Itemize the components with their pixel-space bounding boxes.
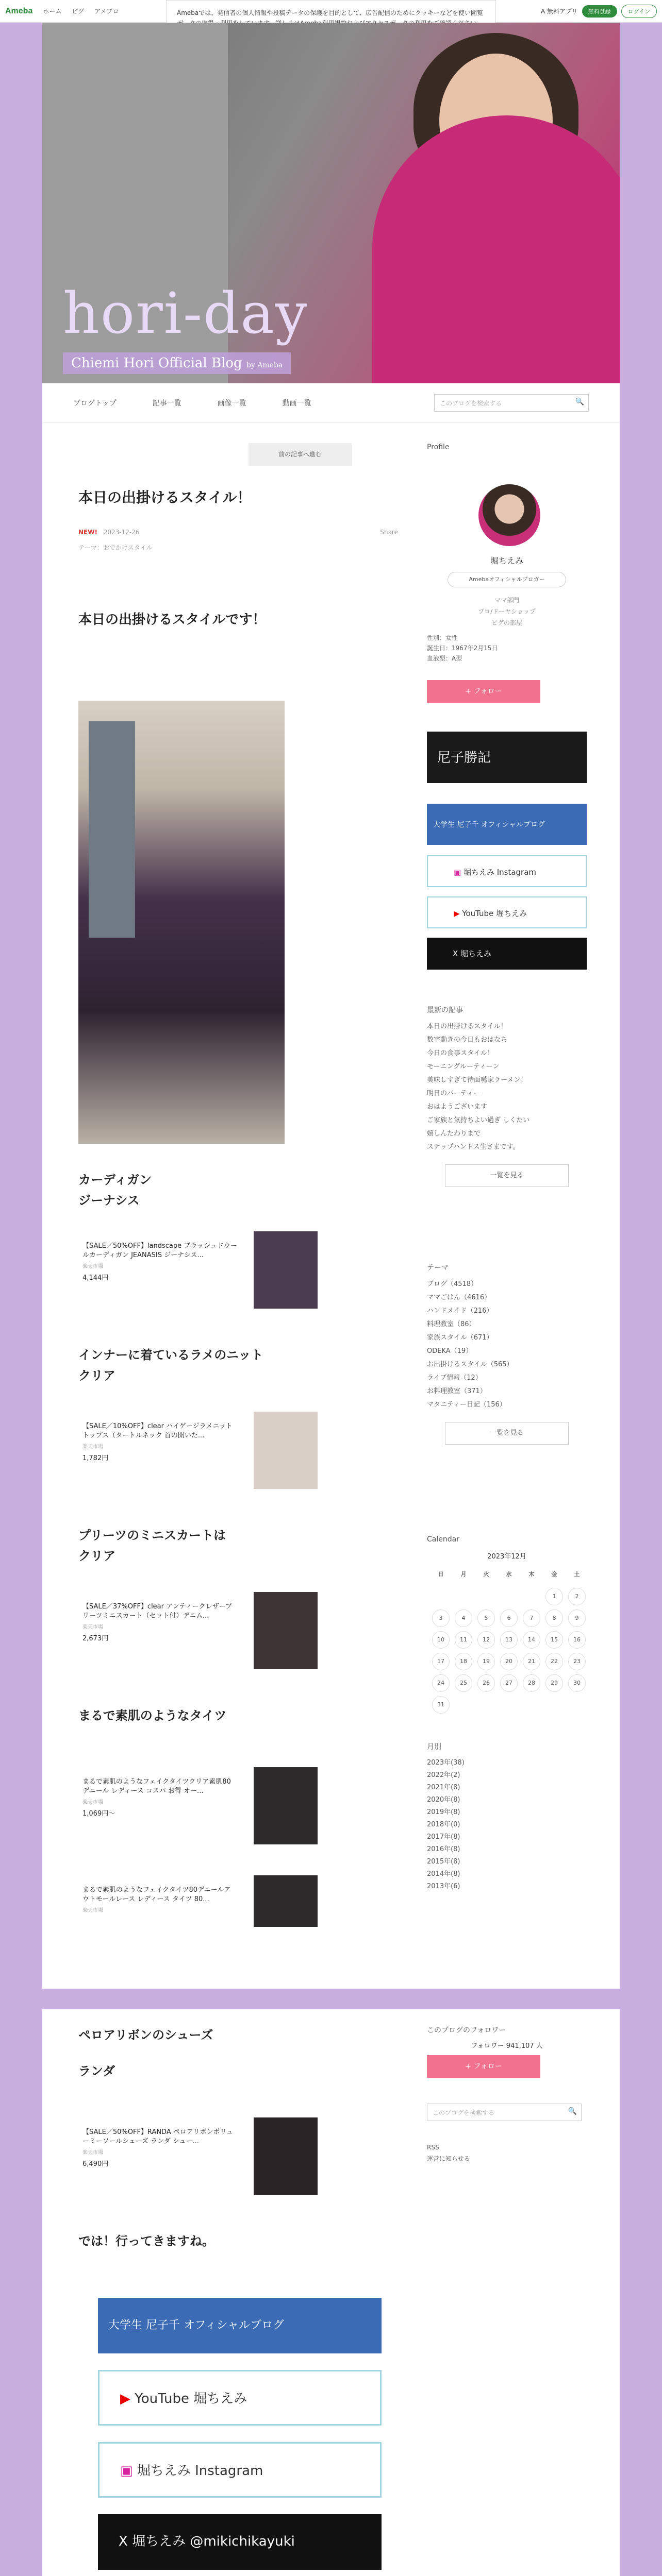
- calendar-weekday: 土: [574, 1571, 580, 1578]
- month-item[interactable]: 2018年(0): [427, 1821, 460, 1828]
- calendar-day: [432, 1588, 450, 1605]
- theme-more-button[interactable]: 一覧を見る: [445, 1422, 569, 1445]
- product-shop: 楽天市場: [82, 1800, 103, 1805]
- product-price: 6,490円: [82, 2160, 109, 2168]
- youtube-icon: ▶: [454, 909, 462, 918]
- main-content-continued: [42, 2009, 620, 2576]
- post-theme[interactable]: テーマ：おでかけスタイル: [78, 544, 153, 551]
- calendar-day[interactable]: 24: [432, 1674, 450, 1692]
- calendar-weekday: 月: [460, 1571, 467, 1578]
- side-banner-x[interactable]: X 堀ちえみ: [427, 938, 587, 970]
- calendar-day[interactable]: 25: [455, 1674, 472, 1692]
- calendar-day[interactable]: 9: [568, 1609, 586, 1627]
- product-shop: 楽天市場: [82, 1444, 103, 1450]
- sidebar: [427, 443, 587, 1890]
- calendar-day[interactable]: 27: [500, 1674, 518, 1692]
- theme-item[interactable]: お料理教室（371）: [427, 1387, 487, 1395]
- cookie-notice-text: Amebaでは、発信者の個人情報や投稿データの保護を目的として、広告配信のためにクッキーなどを使い閲覧: [177, 9, 484, 16]
- sidebar-follow-button[interactable]: + フォロー: [427, 2055, 540, 2078]
- recent-item[interactable]: 美味しすぎて待面嚥家ラーメン！: [427, 1076, 527, 1084]
- calendar-day: [500, 1588, 518, 1605]
- calendar-day[interactable]: 13: [500, 1631, 518, 1649]
- blog-search-input[interactable]: [434, 394, 589, 412]
- calendar-day[interactable]: 29: [545, 1674, 563, 1692]
- calendar-day[interactable]: 4: [455, 1609, 472, 1627]
- section-heading-skirt: プリーツのミニスカートは クリア: [78, 1528, 226, 1563]
- calendar-day[interactable]: 16: [568, 1631, 586, 1649]
- theme-item[interactable]: 家族スタイル（671）: [427, 1334, 493, 1342]
- theme-title: テーマ: [427, 1264, 449, 1272]
- sidebar-search-input[interactable]: [427, 2104, 582, 2121]
- recent-item[interactable]: 本日の出掛けるスタイル！: [427, 1023, 507, 1030]
- month-item[interactable]: 2017年(8): [427, 1833, 460, 1841]
- youtube-icon: ▶: [120, 2391, 135, 2406]
- product-shop: 楽天市場: [82, 2150, 103, 2156]
- product-name: 【SALE／37%OFF】clear アンティークレザープリーツミニスカート（セット付）デニム...: [82, 1603, 232, 1620]
- month-item[interactable]: 2019年(8): [427, 1808, 460, 1816]
- product-card-cardigan[interactable]: [78, 1231, 321, 1309]
- profile-room[interactable]: ピグの部屋: [491, 619, 522, 626]
- calendar-grid: [432, 1566, 589, 1714]
- profile-label: Profile: [427, 443, 450, 451]
- recent-item[interactable]: おはようございます: [427, 1103, 488, 1111]
- post-title[interactable]: 本日の出掛けるスタイル！: [78, 489, 252, 506]
- search-icon[interactable]: 🔍: [575, 397, 584, 406]
- prev-post-button[interactable]: 前の記事へ進む: [249, 443, 352, 466]
- calendar-day[interactable]: 26: [477, 1674, 495, 1692]
- new-tag: NEW!: [78, 529, 97, 536]
- sidebar-bottom: [427, 2025, 587, 2164]
- profile-gender: 性別：女性: [427, 634, 458, 641]
- month-item[interactable]: 2021年(8): [427, 1784, 460, 1791]
- avatar[interactable]: [478, 484, 540, 546]
- product-card-tights-lace[interactable]: [78, 1875, 321, 1953]
- calendar-day[interactable]: 15: [545, 1631, 563, 1649]
- calendar-day[interactable]: 19: [477, 1653, 495, 1670]
- product-price: 2,673円: [82, 1635, 109, 1642]
- product-name: 【SALE／50%OFF】RANDA ペロアリボンポリューミーソールシューズ ランダ シュー...: [82, 2128, 233, 2145]
- nav-home[interactable]: ホーム: [43, 8, 62, 15]
- product-name: まるで素肌のようなフェイクタイツクリア素肌80デニール レディース コスパ お得 オー...: [82, 1778, 231, 1795]
- calendar-day[interactable]: 2: [568, 1588, 586, 1605]
- blog-powered: by Ameba: [246, 361, 283, 369]
- calendar-day: [477, 1588, 495, 1605]
- calendar-day: [545, 1696, 563, 1714]
- section-heading-tights: まるで素肌のようなタイツ: [78, 1708, 227, 1723]
- calendar-day[interactable]: 11: [455, 1631, 472, 1649]
- calendar-day[interactable]: 5: [477, 1609, 495, 1627]
- product-image[interactable]: [254, 1875, 318, 1927]
- top-nav: [43, 7, 127, 15]
- profile-blood: 血液型：A型: [427, 655, 462, 662]
- blog-title: hori-day: [63, 280, 309, 346]
- calendar-day: [455, 1588, 472, 1605]
- theme-item[interactable]: お出掛けるスタイル（565）: [427, 1361, 514, 1368]
- calendar-day[interactable]: 6: [500, 1609, 518, 1627]
- recent-item[interactable]: 明日のパーティー: [427, 1090, 480, 1097]
- calendar-month: 2023年12月: [487, 1553, 526, 1561]
- blog-subtitle: [63, 352, 291, 374]
- blog-search-placeholder: このブログを検索する: [440, 399, 502, 407]
- nav-image-list[interactable]: 画像一覧: [217, 399, 246, 408]
- calendar-day[interactable]: 30: [568, 1674, 586, 1692]
- month-item[interactable]: 2022年(2): [427, 1771, 460, 1779]
- youtube-banner-label: YouTube 堀ちえみ: [135, 2391, 247, 2406]
- profile-category[interactable]: ママ部門: [494, 597, 519, 604]
- theme-item[interactable]: ハンドメイド（216）: [427, 1307, 493, 1315]
- month-item[interactable]: 2020年(8): [427, 1796, 460, 1804]
- calendar-title: Calendar: [427, 1535, 459, 1544]
- product-card-shoes[interactable]: [78, 2117, 321, 2195]
- recent-more-button[interactable]: 一覧を見る: [445, 1164, 569, 1187]
- nav-ameblo[interactable]: アメブロ: [94, 8, 119, 15]
- profile-name[interactable]: 堀ちえみ: [490, 556, 523, 566]
- shoes-brand: ランダ: [78, 2064, 115, 2078]
- instagram-banner-label: 堀ちえみ Instagram: [137, 2463, 263, 2479]
- banner-blog[interactable]: 大学生 尼子千 オフィシャルブログ: [98, 2298, 382, 2353]
- recent-item[interactable]: ご家族と気持ちよい過ぎ しくたい: [427, 1116, 530, 1124]
- product-price: 4,144円: [82, 1274, 109, 1282]
- calendar-day[interactable]: 1: [545, 1588, 563, 1605]
- post-date: 2023-12-26: [103, 529, 140, 536]
- calendar-day: [568, 1696, 586, 1714]
- nav-pigg[interactable]: ピグ: [72, 8, 85, 15]
- recent-item[interactable]: モーニングルーティーン: [427, 1063, 500, 1071]
- product-shop: 楽天市場: [82, 1624, 103, 1630]
- calendar-day: [477, 1696, 495, 1714]
- product-card-tights[interactable]: [78, 1767, 321, 1844]
- instagram-icon: ▣: [120, 2463, 137, 2479]
- profile-shop[interactable]: プロ/ドーヤショップ: [478, 608, 536, 615]
- instagram-icon: ▣: [454, 868, 464, 877]
- calendar-day[interactable]: 14: [523, 1631, 540, 1649]
- recent-item[interactable]: ステップハンドス生さまです。: [427, 1143, 520, 1151]
- main-content: [42, 422, 620, 1989]
- section-heading-cardigan: カーディガン ジーナシス: [78, 1173, 152, 1208]
- calendar-day[interactable]: 20: [500, 1653, 518, 1670]
- theme-item[interactable]: 料理教室（86）: [427, 1320, 476, 1328]
- blog-header[interactable]: [42, 23, 620, 383]
- product-name: 【SALE／50%OFF】landscape ブラッシュドウールカーディガン JEANASIS ジーナシス...: [82, 1242, 237, 1259]
- calendar-day[interactable]: 7: [523, 1609, 540, 1627]
- calendar-day: [455, 1696, 472, 1714]
- recent-title: 最新の記事: [427, 1006, 463, 1014]
- search-icon[interactable]: 🔍: [568, 2107, 577, 2115]
- product-name: まるで素肌のようなフェイクタイツ80デニールアウトモールレース レディース タイツ 80...: [82, 1886, 231, 1903]
- nav-video-list[interactable]: 動画一覧: [282, 399, 311, 408]
- share-button[interactable]: Share: [380, 529, 398, 536]
- calendar-day: [523, 1696, 540, 1714]
- post-meta: [78, 529, 398, 536]
- section-heading-shoes: ペロアリボンのシューズ: [78, 2028, 213, 2042]
- product-price: 1,782円: [82, 1454, 109, 1462]
- calendar-day[interactable]: 10: [432, 1631, 450, 1649]
- monthly-list: [427, 1757, 587, 1893]
- nav-entry-list[interactable]: 記事一覧: [152, 399, 181, 408]
- calendar-day[interactable]: 3: [432, 1609, 450, 1627]
- calendar-day[interactable]: 28: [523, 1674, 540, 1692]
- calendar-weekday: 金: [551, 1571, 557, 1578]
- section-heading-knit: インナーに着ているラメのニット クリア: [78, 1348, 263, 1383]
- product-image[interactable]: [254, 2117, 318, 2195]
- calendar-day[interactable]: 8: [545, 1609, 563, 1627]
- report-link[interactable]: 運営に知らせる: [427, 2155, 470, 2162]
- youtube-label: YouTube 堀ちえみ: [462, 909, 527, 918]
- rss-link[interactable]: RSS: [427, 2144, 439, 2151]
- closing-text: では！行ってきますね。: [78, 2234, 214, 2248]
- month-item[interactable]: 2015年(8): [427, 1858, 460, 1866]
- calendar-day[interactable]: 21: [523, 1653, 540, 1670]
- nav-blog-top[interactable]: ブログトップ: [73, 399, 117, 408]
- product-card-knit[interactable]: [78, 1412, 321, 1489]
- login-button[interactable]: ログイン: [621, 5, 657, 18]
- month-item[interactable]: 2014年(8): [427, 1870, 460, 1878]
- photo-mirror: [89, 721, 135, 938]
- sidebar-search-placeholder: このブログを検索する: [433, 2109, 495, 2116]
- theme-item[interactable]: マタニティー日記（156）: [427, 1401, 506, 1409]
- calendar-weekday: 水: [506, 1571, 512, 1578]
- side-banner-blog[interactable]: 大学生 尼子千 オフィシャルブログ: [427, 804, 587, 845]
- product-image[interactable]: [254, 1412, 318, 1489]
- product-card-skirt[interactable]: [78, 1592, 321, 1669]
- calendar-day[interactable]: 18: [455, 1653, 472, 1670]
- outfit-photo[interactable]: [78, 701, 285, 1144]
- side-banner-book[interactable]: 尼子勝記: [427, 732, 587, 783]
- theme-item[interactable]: ブログ（4518）: [427, 1280, 478, 1288]
- product-image[interactable]: [254, 1231, 318, 1309]
- product-image[interactable]: [254, 1592, 318, 1669]
- product-price: 1,069円〜: [82, 1810, 115, 1818]
- theme-item[interactable]: ママごはん（4616）: [427, 1294, 491, 1301]
- recent-item[interactable]: 嬉しんたわりまで: [427, 1130, 481, 1138]
- instagram-label: 堀ちえみ Instagram: [463, 868, 537, 877]
- calendar-weekday: 日: [438, 1571, 444, 1578]
- profile-birthday: 誕生日：1967年2月15日: [427, 645, 498, 652]
- calendar-day[interactable]: 17: [432, 1653, 450, 1670]
- blog-subtitle-text: Chiemi Hori Official Blog: [71, 355, 242, 371]
- app-link[interactable]: A 無料アプリ: [541, 8, 578, 15]
- blog-nav: [42, 383, 620, 422]
- signup-button[interactable]: 無料登録: [582, 5, 617, 18]
- post-lead: 本日の出掛けるスタイルです！: [78, 612, 266, 628]
- profile-info: [427, 595, 587, 629]
- banner-instagram[interactable]: [98, 2442, 382, 2498]
- calendar-weekday: 火: [483, 1571, 489, 1578]
- follow-button[interactable]: + フォロー: [427, 680, 540, 703]
- theme-item[interactable]: ODEKA（19）: [427, 1347, 473, 1355]
- month-item[interactable]: 2013年(6): [427, 1883, 460, 1890]
- banner-youtube[interactable]: [98, 2370, 382, 2426]
- side-banner-youtube[interactable]: [427, 896, 587, 928]
- month-item[interactable]: 2023年(38): [427, 1759, 465, 1767]
- recent-list: [427, 1020, 587, 1187]
- recent-item[interactable]: 今日の食事スタイル！: [427, 1049, 494, 1057]
- calendar-day: [500, 1696, 518, 1714]
- banner-x[interactable]: X 堀ちえみ @mikichikayuki: [98, 2514, 382, 2570]
- calendar-day: [523, 1588, 540, 1605]
- side-banner-instagram[interactable]: [427, 855, 587, 887]
- calendar-weekday: 木: [528, 1571, 535, 1578]
- theme-item[interactable]: ライブ情報（12）: [427, 1374, 482, 1382]
- product-shop: 楽天市場: [82, 1908, 103, 1913]
- recent-item[interactable]: 数字動きの今日もおはなち: [427, 1036, 508, 1044]
- calendar-day[interactable]: 23: [568, 1653, 586, 1670]
- follower-title: このブログのフォロワー: [427, 2026, 506, 2035]
- product-shop: 楽天市場: [82, 1264, 103, 1269]
- calendar-day[interactable]: 31: [432, 1696, 450, 1714]
- follower-count: フォロワー 941,107 人: [471, 2042, 543, 2050]
- monthly-title: 月別: [427, 1743, 441, 1751]
- theme-list: [427, 1278, 587, 1445]
- product-image[interactable]: [254, 1767, 318, 1844]
- ameba-logo[interactable]: Ameba: [5, 6, 33, 15]
- header-shirt: [372, 115, 620, 383]
- official-badge: Amebaオフィシャルブロガー: [448, 572, 566, 587]
- calendar-day[interactable]: 12: [477, 1631, 495, 1649]
- calendar-day[interactable]: 22: [545, 1653, 563, 1670]
- product-name: 【SALE／10%OFF】clear ハイゲージラメニットトップス（タートルネック 首の開いた...: [82, 1422, 233, 1439]
- profile-detail: [427, 633, 587, 664]
- month-item[interactable]: 2016年(8): [427, 1845, 460, 1853]
